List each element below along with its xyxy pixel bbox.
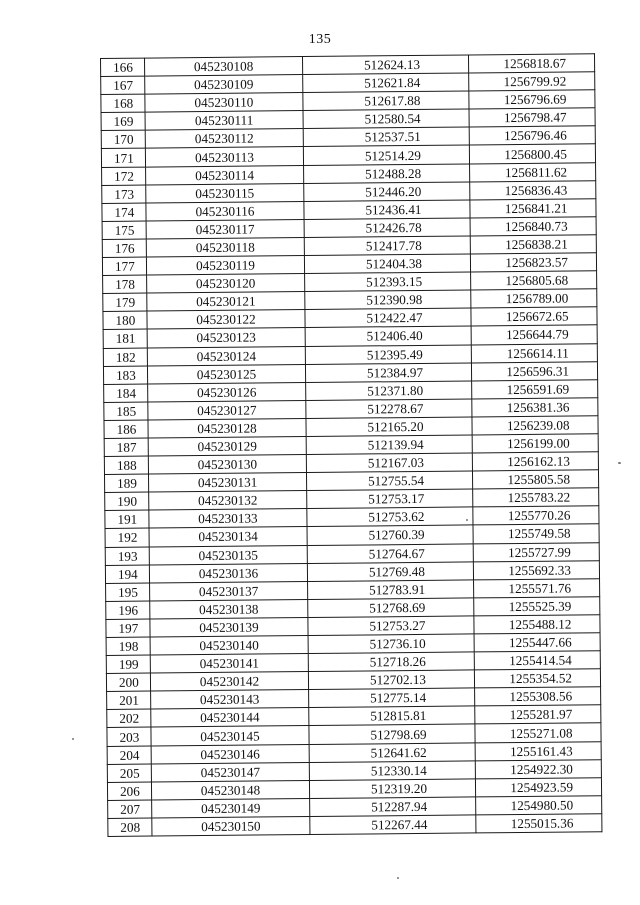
y-coordinate-cell: 1256199.00 <box>472 434 598 453</box>
row-number-cell: 168 <box>101 94 145 113</box>
y-coordinate-cell: 1255783.22 <box>473 488 599 507</box>
y-coordinate-cell: 1256841.21 <box>470 198 596 217</box>
x-coordinate-cell: 512537.51 <box>303 127 469 147</box>
code-cell: 045230124 <box>147 346 305 366</box>
y-coordinate-cell: 1256162.13 <box>472 452 598 471</box>
code-cell: 045230121 <box>147 292 305 312</box>
x-coordinate-cell: 512753.17 <box>307 489 473 509</box>
x-coordinate-cell: 512753.62 <box>307 507 473 527</box>
row-number-cell: 207 <box>108 800 152 819</box>
code-cell: 045230140 <box>150 636 308 656</box>
coordinates-table-body <box>101 54 602 837</box>
scan-speck <box>466 519 468 521</box>
x-coordinate-cell: 512139.94 <box>306 435 472 455</box>
row-number-cell: 169 <box>101 112 145 131</box>
y-coordinate-cell: 1255015.36 <box>476 814 602 833</box>
x-coordinate-cell: 512755.54 <box>306 471 472 491</box>
x-coordinate-cell: 512167.03 <box>306 453 472 473</box>
code-cell: 045230125 <box>147 364 305 384</box>
x-coordinate-cell: 512417.78 <box>304 236 470 256</box>
y-coordinate-cell: 1255271.08 <box>475 723 601 742</box>
x-coordinate-cell: 512395.49 <box>305 344 471 364</box>
row-number-cell: 195 <box>106 583 150 602</box>
x-coordinate-cell: 512422.47 <box>305 308 471 328</box>
row-number-cell: 180 <box>103 311 147 330</box>
scan-speck <box>72 738 74 740</box>
row-number-cell: 177 <box>102 257 146 276</box>
row-number-cell: 178 <box>103 275 147 294</box>
y-coordinate-cell: 1255354.52 <box>474 669 600 688</box>
y-coordinate-cell: 1256596.31 <box>471 361 597 380</box>
code-cell: 045230112 <box>145 129 303 149</box>
code-cell: 045230111 <box>145 111 303 131</box>
y-coordinate-cell: 1255281.97 <box>475 705 601 724</box>
code-cell: 045230115 <box>146 183 304 203</box>
x-coordinate-cell: 512624.13 <box>302 55 468 75</box>
row-number-cell: 191 <box>105 510 149 529</box>
row-number-cell: 170 <box>101 130 145 149</box>
row-number-cell: 198 <box>106 637 150 656</box>
x-coordinate-cell: 512446.20 <box>304 182 470 202</box>
code-cell: 045230134 <box>149 527 307 547</box>
y-coordinate-cell: 1256838.21 <box>470 235 596 254</box>
y-coordinate-cell: 1256796.46 <box>469 126 595 145</box>
code-cell: 045230147 <box>151 762 309 782</box>
y-coordinate-cell: 1255488.12 <box>474 615 600 634</box>
x-coordinate-cell: 512319.20 <box>309 779 475 799</box>
scan-speck <box>618 462 621 464</box>
row-number-cell: 197 <box>106 619 150 638</box>
code-cell: 045230127 <box>148 400 306 420</box>
x-coordinate-cell: 512775.14 <box>309 688 475 708</box>
y-coordinate-cell: 1256644.79 <box>471 325 597 344</box>
row-number-cell: 185 <box>104 402 148 421</box>
table-row <box>108 814 602 837</box>
row-number-cell: 208 <box>108 818 152 837</box>
code-cell: 045230135 <box>149 545 307 565</box>
code-cell: 045230148 <box>151 780 309 800</box>
y-coordinate-cell: 1255525.39 <box>474 597 600 616</box>
x-coordinate-cell: 512760.39 <box>307 525 473 545</box>
y-coordinate-cell: 1255727.99 <box>473 542 599 561</box>
row-number-cell: 199 <box>106 655 150 674</box>
x-coordinate-cell: 512371.80 <box>306 381 472 401</box>
y-coordinate-cell: 1256823.57 <box>470 253 596 272</box>
code-cell: 045230143 <box>151 690 309 710</box>
y-coordinate-cell: 1255770.26 <box>473 506 599 525</box>
x-coordinate-cell: 512764.67 <box>307 543 473 563</box>
x-coordinate-cell: 512384.97 <box>305 363 471 383</box>
y-coordinate-cell: 1255161.43 <box>475 741 601 760</box>
row-number-cell: 176 <box>102 239 146 258</box>
x-coordinate-cell: 512736.10 <box>308 634 474 654</box>
code-cell: 045230129 <box>148 437 306 457</box>
y-coordinate-cell: 1255308.56 <box>475 687 601 706</box>
x-coordinate-cell: 512390.98 <box>305 290 471 310</box>
code-cell: 045230149 <box>152 798 310 818</box>
row-number-cell: 206 <box>107 782 151 801</box>
x-coordinate-cell: 512753.27 <box>308 616 474 636</box>
code-cell: 045230119 <box>146 256 304 276</box>
y-coordinate-cell: 1256799.92 <box>469 72 595 91</box>
code-cell: 045230142 <box>150 672 308 692</box>
row-number-cell: 194 <box>105 565 149 584</box>
code-cell: 045230113 <box>145 147 303 167</box>
x-coordinate-cell: 512769.48 <box>307 562 473 582</box>
coordinates-table <box>100 53 602 837</box>
row-number-cell: 192 <box>105 528 149 547</box>
code-cell: 045230122 <box>147 310 305 330</box>
row-number-cell: 186 <box>104 420 148 439</box>
code-cell: 045230118 <box>146 237 304 257</box>
code-cell: 045230117 <box>146 219 304 239</box>
row-number-cell: 172 <box>102 167 146 186</box>
row-number-cell: 173 <box>102 185 146 204</box>
row-number-cell: 190 <box>105 492 149 511</box>
code-cell: 045230109 <box>145 75 303 95</box>
x-coordinate-cell: 512426.78 <box>304 218 470 238</box>
x-coordinate-cell: 512278.67 <box>306 399 472 419</box>
code-cell: 045230141 <box>150 654 308 674</box>
y-coordinate-cell: 1255571.76 <box>474 578 600 597</box>
code-cell: 045230132 <box>149 491 307 511</box>
row-number-cell: 187 <box>104 438 148 457</box>
x-coordinate-cell: 512514.29 <box>303 145 469 165</box>
x-coordinate-cell: 512815.81 <box>309 706 475 726</box>
x-coordinate-cell: 512768.69 <box>308 598 474 618</box>
y-coordinate-cell: 1255749.58 <box>473 524 599 543</box>
x-coordinate-cell: 512641.62 <box>309 742 475 762</box>
code-cell: 045230114 <box>146 165 304 185</box>
y-coordinate-cell: 1256840.73 <box>470 217 596 236</box>
x-coordinate-cell: 512783.91 <box>308 580 474 600</box>
code-cell: 045230120 <box>147 274 305 294</box>
row-number-cell: 171 <box>101 149 145 168</box>
y-coordinate-cell: 1255805.58 <box>472 470 598 489</box>
row-number-cell: 200 <box>106 673 150 692</box>
y-coordinate-cell: 1255692.33 <box>473 560 599 579</box>
x-coordinate-cell: 512287.94 <box>310 797 476 817</box>
code-cell: 045230126 <box>148 382 306 402</box>
row-number-cell: 179 <box>103 293 147 312</box>
row-number-cell: 188 <box>104 456 148 475</box>
row-number-cell: 181 <box>103 329 147 348</box>
x-coordinate-cell: 512165.20 <box>306 417 472 437</box>
row-number-cell: 189 <box>104 474 148 493</box>
y-coordinate-cell: 1254923.59 <box>475 777 601 796</box>
code-cell: 045230128 <box>148 418 306 438</box>
y-coordinate-cell: 1256381.36 <box>472 398 598 417</box>
x-coordinate-cell: 512488.28 <box>304 164 470 184</box>
row-number-cell: 196 <box>106 601 150 620</box>
y-coordinate-cell: 1255447.66 <box>474 633 600 652</box>
code-cell: 045230146 <box>151 744 309 764</box>
y-coordinate-cell: 1256818.67 <box>468 54 594 73</box>
y-coordinate-cell: 1256789.00 <box>471 289 597 308</box>
x-coordinate-cell: 512406.40 <box>305 326 471 346</box>
row-number-cell: 184 <box>104 384 148 403</box>
row-number-cell: 183 <box>103 366 147 385</box>
y-coordinate-cell: 1254980.50 <box>476 796 602 815</box>
row-number-cell: 174 <box>102 203 146 222</box>
code-cell: 045230145 <box>151 726 309 746</box>
code-cell: 045230144 <box>151 708 309 728</box>
code-cell: 045230123 <box>147 328 305 348</box>
y-coordinate-cell: 1256239.08 <box>472 416 598 435</box>
code-cell: 045230137 <box>150 581 308 601</box>
row-number-cell: 193 <box>105 547 149 566</box>
scan-speck <box>397 877 399 879</box>
y-coordinate-cell: 1256798.47 <box>469 108 595 127</box>
code-cell: 045230130 <box>148 455 306 475</box>
y-coordinate-cell: 1256805.68 <box>471 271 597 290</box>
y-coordinate-cell: 1256796.69 <box>469 90 595 109</box>
x-coordinate-cell: 512718.26 <box>308 652 474 672</box>
x-coordinate-cell: 512436.41 <box>304 200 470 220</box>
code-cell: 045230133 <box>149 509 307 529</box>
code-cell: 045230139 <box>150 617 308 637</box>
code-cell: 045230110 <box>145 93 303 113</box>
row-number-cell: 166 <box>101 58 145 77</box>
y-coordinate-cell: 1256811.62 <box>470 162 596 181</box>
row-number-cell: 203 <box>107 728 151 747</box>
y-coordinate-cell: 1256591.69 <box>472 379 598 398</box>
code-cell: 045230108 <box>145 57 303 77</box>
y-coordinate-cell: 1256672.65 <box>471 307 597 326</box>
y-coordinate-cell: 1256800.45 <box>469 144 595 163</box>
x-coordinate-cell: 512580.54 <box>303 109 469 129</box>
x-coordinate-cell: 512267.44 <box>310 815 476 835</box>
page-number: 135 <box>308 32 332 47</box>
code-cell: 045230131 <box>148 473 306 493</box>
x-coordinate-cell: 512621.84 <box>303 73 469 93</box>
x-coordinate-cell: 512393.15 <box>305 272 471 292</box>
code-cell: 045230138 <box>150 599 308 619</box>
x-coordinate-cell: 512330.14 <box>309 761 475 781</box>
row-number-cell: 182 <box>103 348 147 367</box>
y-coordinate-cell: 1256836.43 <box>470 180 596 199</box>
row-number-cell: 167 <box>101 76 145 95</box>
y-coordinate-cell: 1255414.54 <box>474 651 600 670</box>
y-coordinate-cell: 1256614.11 <box>471 343 597 362</box>
code-cell: 045230150 <box>152 816 310 836</box>
y-coordinate-cell: 1254922.30 <box>475 759 601 778</box>
x-coordinate-cell: 512617.88 <box>303 91 469 111</box>
row-number-cell: 204 <box>107 746 151 765</box>
x-coordinate-cell: 512798.69 <box>309 724 475 744</box>
code-cell: 045230136 <box>149 563 307 583</box>
row-number-cell: 202 <box>107 709 151 728</box>
row-number-cell: 201 <box>107 691 151 710</box>
code-cell: 045230116 <box>146 201 304 221</box>
x-coordinate-cell: 512702.13 <box>308 670 474 690</box>
x-coordinate-cell: 512404.38 <box>304 254 470 274</box>
row-number-cell: 205 <box>107 764 151 783</box>
row-number-cell: 175 <box>102 221 146 240</box>
